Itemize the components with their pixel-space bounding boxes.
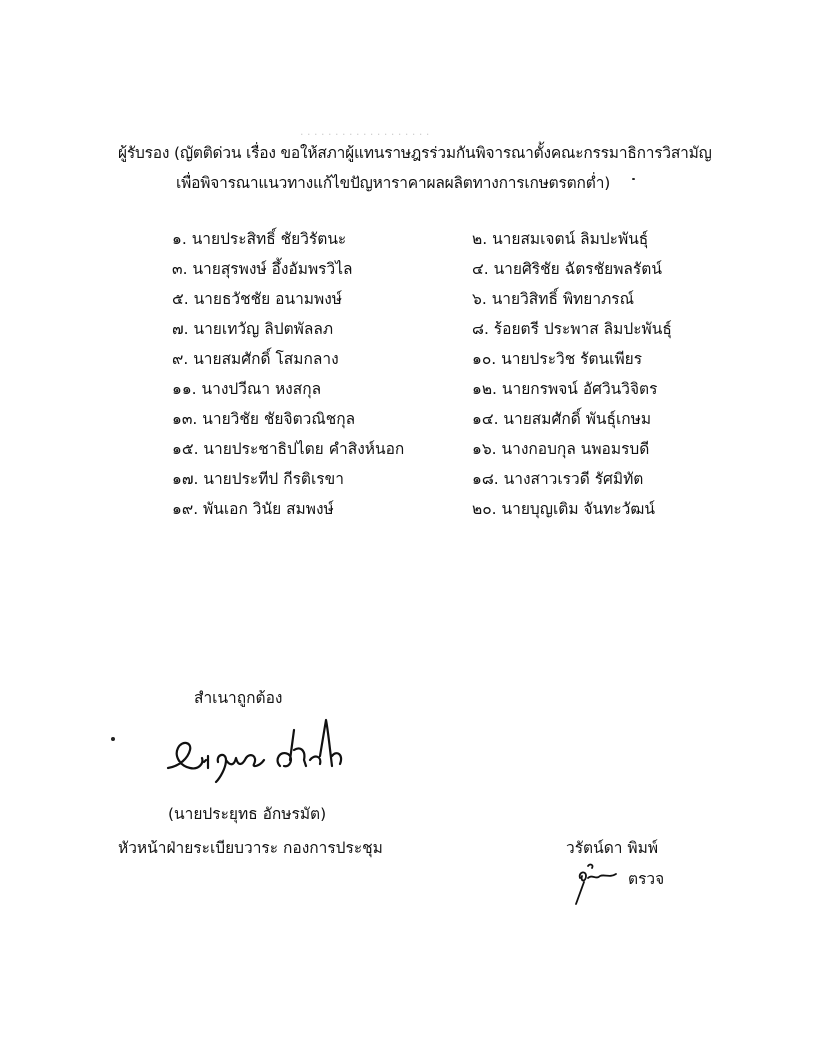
signer-item: ๑๐. นายประวิช รัตนเพียร <box>472 350 643 368</box>
ink-speck <box>111 737 115 741</box>
bleed-through-text: · · · · · · · · · · · · · · · · · · · <box>300 128 430 141</box>
signer-item: ๒๐. นายบุญเติม จันทะวัฒน์ <box>472 500 655 518</box>
signer-item: ๕. นายธวัชชัย อนามพงษ์ <box>172 290 343 308</box>
signer-item: ๑๙. พันเอก วินัย สมพงษ์ <box>172 500 334 518</box>
signer-item: ๑๒. นายกรพจน์ อัศวินวิจิตร <box>472 380 658 398</box>
header-line-2: เพื่อพิจารณาแนวทางแก้ไขปัญหาราคาผลผลิตทางการเกษตรตกต่ำ) <box>176 174 611 192</box>
certifier-position: หัวหน้าฝ่ายระเบียบวาระ กองการประชุม <box>118 839 383 857</box>
certified-copy-label: สำเนาถูกต้อง <box>194 689 283 707</box>
certifier-name: (นายประยุทธ อักษรมัต) <box>168 805 327 823</box>
signer-item: ๔. นายศิริชัย ฉัตรชัยพลรัตน์ <box>472 260 662 278</box>
signer-item: ๘. ร้อยตรี ประพาส ลิมปะพันธุ์ <box>472 320 672 338</box>
typist-note: วรัตน์ดา พิมพ์ <box>566 839 659 857</box>
signers-right-column <box>472 228 732 528</box>
checked-label: ตรวจ <box>628 870 665 888</box>
signer-item: ๖. นายวิสิทธิ์ พิทยาภรณ์ <box>472 290 634 308</box>
signer-item: ๒. นายสมเจตน์ ลิมปะพันธุ์ <box>472 230 649 248</box>
signer-item: ๓. นายสุรพงษ์ อึ้งอัมพรวิไล <box>172 260 353 278</box>
signer-item: ๗. นายเทวัญ ลิปตพัลลภ <box>172 320 334 338</box>
signer-item: ๙. นายสมศักดิ์ โสมกลาง <box>172 350 339 368</box>
signer-item: ๑. นายประสิทธิ์ ชัยวิรัตนะ <box>172 230 347 248</box>
signer-item: ๑๓. นายวิชัย ชัยจิตวณิชกุล <box>172 410 356 428</box>
signer-item: ๑๑. นางปวีณา หงสกุล <box>172 380 322 398</box>
signers-left-column <box>172 228 432 528</box>
signer-item: ๑๗. นายประทีป กีรติเรขา <box>172 470 344 488</box>
header-line-1: ผู้รับรอง (ญัตติด่วน เรื่อง ขอให้สภาผู้แทนราษฎรร่วมกันพิจารณาตั้งคณะกรรมาธิการวิสามัญ <box>118 144 712 162</box>
ink-speck <box>632 178 635 180</box>
signer-item: ๑๕. นายประชาธิปไตย คำสิงห์นอก <box>172 440 405 458</box>
checker-initials <box>570 860 620 908</box>
signer-item: ๑๔. นายสมศักดิ์ พันธุ์เกษม <box>472 410 652 428</box>
signer-item: ๑๘. นางสาวเรวดี รัศมิทัต <box>472 470 644 488</box>
signer-item: ๑๖. นางกอบกุล นพอมรบดี <box>472 440 650 458</box>
handwritten-signature <box>160 710 370 790</box>
